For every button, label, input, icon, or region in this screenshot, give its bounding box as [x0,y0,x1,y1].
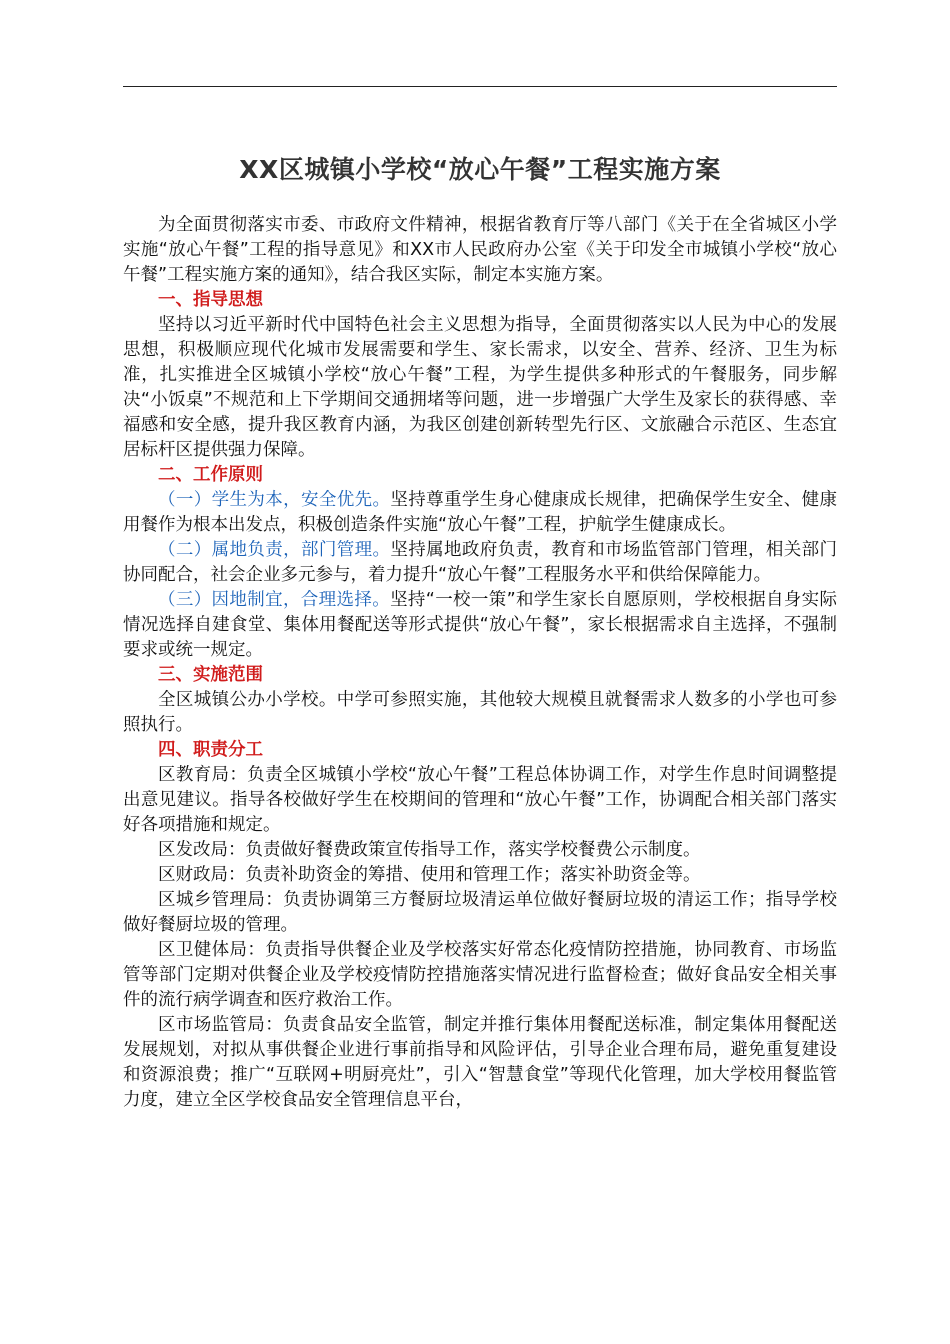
document-title: XX区城镇小学校“放心午餐”工程实施方案 [239,155,721,184]
principle-item-3 [123,588,837,663]
guiding-ideology-paragraph: 坚持以习近平新时代中国特色社会主义思想为指导，全面贯彻落实以人民为中心的发展思想，积极顺应现代化城市发展需要和学生、家长需求，以安全、营养、经济、卫生为标准，扎实推进全区城镇小学校“放心午餐”工程，为学生提供多种形式的午餐服务，同步解决“小饭桌”不规范和上下学期间交通拥堵等问题，进一步增强广大学生及家长的获得感、幸福感和安全感，提升我区教育内涵，为我区创建创新转型先行区、文旅融合示范区、生态宜居标杆区提供强力保障。 [123,315,837,460]
principle-item-2 [123,538,837,588]
duty-education-bureau: 区教育局：负责全区城镇小学校“放心午餐”工程总体协调工作，对学生作息时间调整提出意见建议。指导各校做好学生在校期间的管理和“放心午餐”工作，协调配合相关部门落实好各项措施和规定。 [123,765,837,835]
duty-finance-bureau: 区财政局：负责补助资金的筹措、使用和管理工作；落实补助资金等。 [158,865,701,885]
section-heading-responsibilities: 四、职责分工 [158,740,263,760]
principle-lead-3: （三）因地制宜，合理选择。 [158,590,391,610]
document-body [123,213,837,1113]
duty-health-sports-bureau: 区卫健体局：负责指导供餐企业及学校落实好常态化疫情防控措施，协同教育、市场监管等部门定期对供餐企业及学校疫情防控措施落实情况进行监督检查；做好食品安全相关事件的流行病学调查和医疗救治工作。 [123,940,837,1010]
intro-paragraph: 为全面贯彻落实市委、市政府文件精神，根据省教育厅等八部门《关于在全省城区小学实施“放心午餐”工程的指导意见》和XX市人民政府办公室《关于印发全市城镇小学校“放心午餐”工程实施方案的通知》，结合我区实际，制定本实施方案。 [123,215,837,285]
principle-text-1: 坚持尊重学生身心健康成长规律，把确保学生安全、健康用餐作为根本出发点，积极创造条件实施“放心午餐”工程，护航学生健康成长。 [123,490,838,535]
duty-development-reform-bureau: 区发改局：负责做好餐费政策宣传指导工作，落实学校餐费公示制度。 [158,840,701,860]
header-rule [123,86,837,87]
section-heading-scope: 三、实施范围 [158,665,263,685]
duty-urban-rural-management-bureau: 区城乡管理局：负责协调第三方餐厨垃圾清运单位做好餐厨垃圾的清运工作；指导学校做好餐厨垃圾的管理。 [123,890,837,935]
section-heading-guiding-ideology: 一、指导思想 [158,290,263,310]
principle-text-3: 坚持“一校一策”和学生家长自愿原则，学校根据自身实际情况选择自建食堂、集体用餐配送等形式提供“放心午餐”，家长根据需求自主选择，不强制要求或统一规定。 [123,590,837,660]
principle-text-2: 坚持属地政府负责，教育和市场监管部门管理，相关部门协同配合，社会企业多元参与，着力提升“放心午餐”工程服务水平和供给保障能力。 [123,540,838,585]
section-heading-work-principles: 二、工作原则 [158,465,263,485]
principle-lead-1: （一）学生为本，安全优先。 [158,490,391,510]
principle-lead-2: （二）属地负责，部门管理。 [158,540,391,560]
duty-market-supervision-bureau: 区市场监管局：负责食品安全监管，制定并推行集体用餐配送标准，制定集体用餐配送发展规划，对拟从事供餐企业进行事前指导和风险评估，引导企业合理布局，避免重复建设和资源浪费；推广“互联网+明厨亮灶”，引入“智慧食堂”等现代化管理，加大学校用餐监管力度，建立全区学校食品安全管理信息平台， [123,1015,837,1110]
scope-paragraph: 全区城镇公办小学校。中学可参照实施，其他较大规模且就餐需求人数多的小学也可参照执行。 [123,690,837,735]
principle-item-1 [123,488,837,538]
